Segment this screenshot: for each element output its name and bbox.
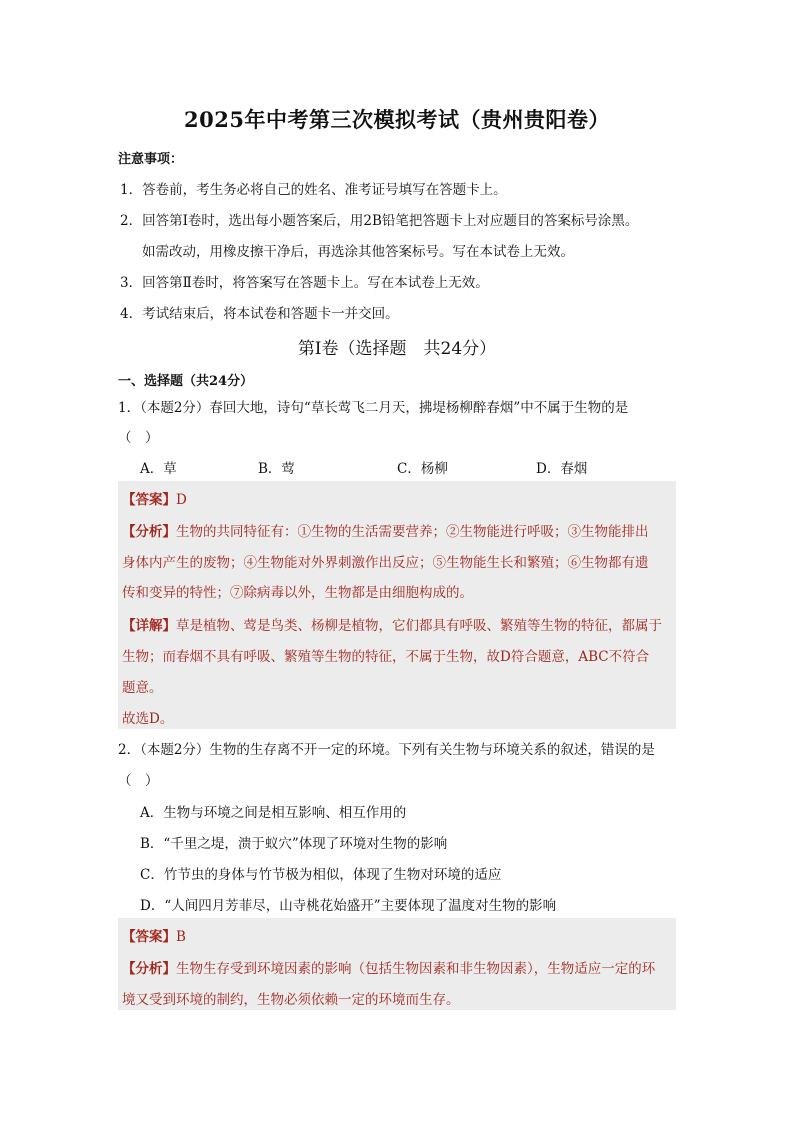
q2-option-d: D．“人间四月芳菲尽，山寺桃花始盛开”主要体现了温度对生物的影响 [140, 898, 557, 914]
q1-option-a: A．草 [140, 461, 177, 477]
q2-analysis-line-2: 境又受到环境的制约，生物必须依赖一定的环境而生存。 [122, 992, 460, 1008]
q2-answer-block [118, 918, 676, 1010]
analysis-text: 生物生存受到环境因素的影响（包括生物因素和非生物因素），生物适应一定的环 [176, 961, 656, 977]
q2-analysis-line-1 [122, 957, 655, 977]
exam-title: 2025年中考第三次模拟考试（贵州贵阳卷） [184, 107, 610, 132]
q1-option-c: C．杨柳 [397, 461, 448, 477]
q1-detail-line-3: 题意。 [122, 680, 163, 696]
notice-item-2: 2．回答第Ⅰ卷时，选出每小题答案后，用2B铅笔把答题卡上对应题目的答案标号涂黑。 [120, 213, 639, 229]
analysis-text: 生物的共同特征有：①生物的生活需要营养；②生物能进行呼吸；③生物能排出 [176, 524, 649, 540]
detail-tag: 【详解】 [122, 618, 176, 634]
analysis-tag: 【分析】 [122, 961, 176, 977]
answer-value: B [176, 929, 186, 945]
q1-detail-line-2: 生物；而春烟不具有呼吸、繁殖等生物的特征，不属于生物，故D符合题意，ABC不符合 [122, 649, 650, 665]
section-title: 第Ⅰ卷（选择题 共24分） [297, 339, 497, 359]
q1-option-b: B．莺 [258, 461, 295, 477]
q1-conclusion: 故选D。 [122, 711, 174, 727]
notice-item-4: 4．考试结束后，将本试卷和答题卡一并交回。 [120, 306, 399, 322]
answer-tag: 【答案】 [122, 492, 176, 508]
part-heading: 一、选择题（共24分） [118, 374, 254, 389]
q2-paren: （ ） [118, 773, 159, 789]
q2-option-a: A．生物与环境之间是相互影响、相互作用的 [140, 805, 407, 821]
q2-answer [122, 925, 186, 945]
q1-detail-line-1 [122, 614, 662, 634]
q2-option-c: C．竹节虫的身体与竹节极为相似，体现了生物对环境的适应 [140, 867, 502, 883]
q1-option-d: D．春烟 [536, 461, 588, 477]
q1-analysis-line-3: 传和变异的特性；⑦除病毒以外，生物都是由细胞构成的。 [122, 585, 473, 601]
q1-analysis-line-2: 身体内产生的废物；④生物能对外界刺激作出反应；⑤生物能生长和繁殖；⑥生物都有遗 [122, 555, 649, 571]
notice-heading: 注意事项： [118, 152, 184, 167]
q2-option-b: B．“千里之堤，溃于蚁穴”体现了环境对生物的影响 [140, 836, 448, 852]
q1-stem: 1．（本题2分）春回大地，诗句“草长莺飞二月天，拂堤杨柳醉春烟”中不属于生物的是 [118, 400, 629, 416]
detail-text: 草是植物、莺是鸟类、杨柳是植物，它们都具有呼吸、繁殖等生物的特征，都属于 [176, 618, 662, 634]
q1-analysis-line-1 [122, 520, 649, 540]
q2-stem: 2．（本题2分）生物的生存离不开一定的环境。下列有关生物与环境关系的叙述，错误的是 [118, 742, 655, 758]
notice-item-1: 1．答卷前，考生务必将自己的姓名、准考证号填写在答题卡上。 [120, 182, 507, 198]
notice-item-3: 3．回答第Ⅱ卷时，将答案写在答题卡上。写在本试卷上无效。 [120, 275, 489, 291]
analysis-tag: 【分析】 [122, 524, 176, 540]
q1-answer [122, 488, 187, 508]
answer-tag: 【答案】 [122, 929, 176, 945]
q1-paren: （ ） [118, 430, 159, 446]
notice-item-2-cont: 如需改动，用橡皮擦干净后，再选涂其他答案标号。写在本试卷上无效。 [142, 244, 574, 260]
q1-answer-block [118, 481, 676, 729]
answer-value: D [176, 492, 187, 508]
